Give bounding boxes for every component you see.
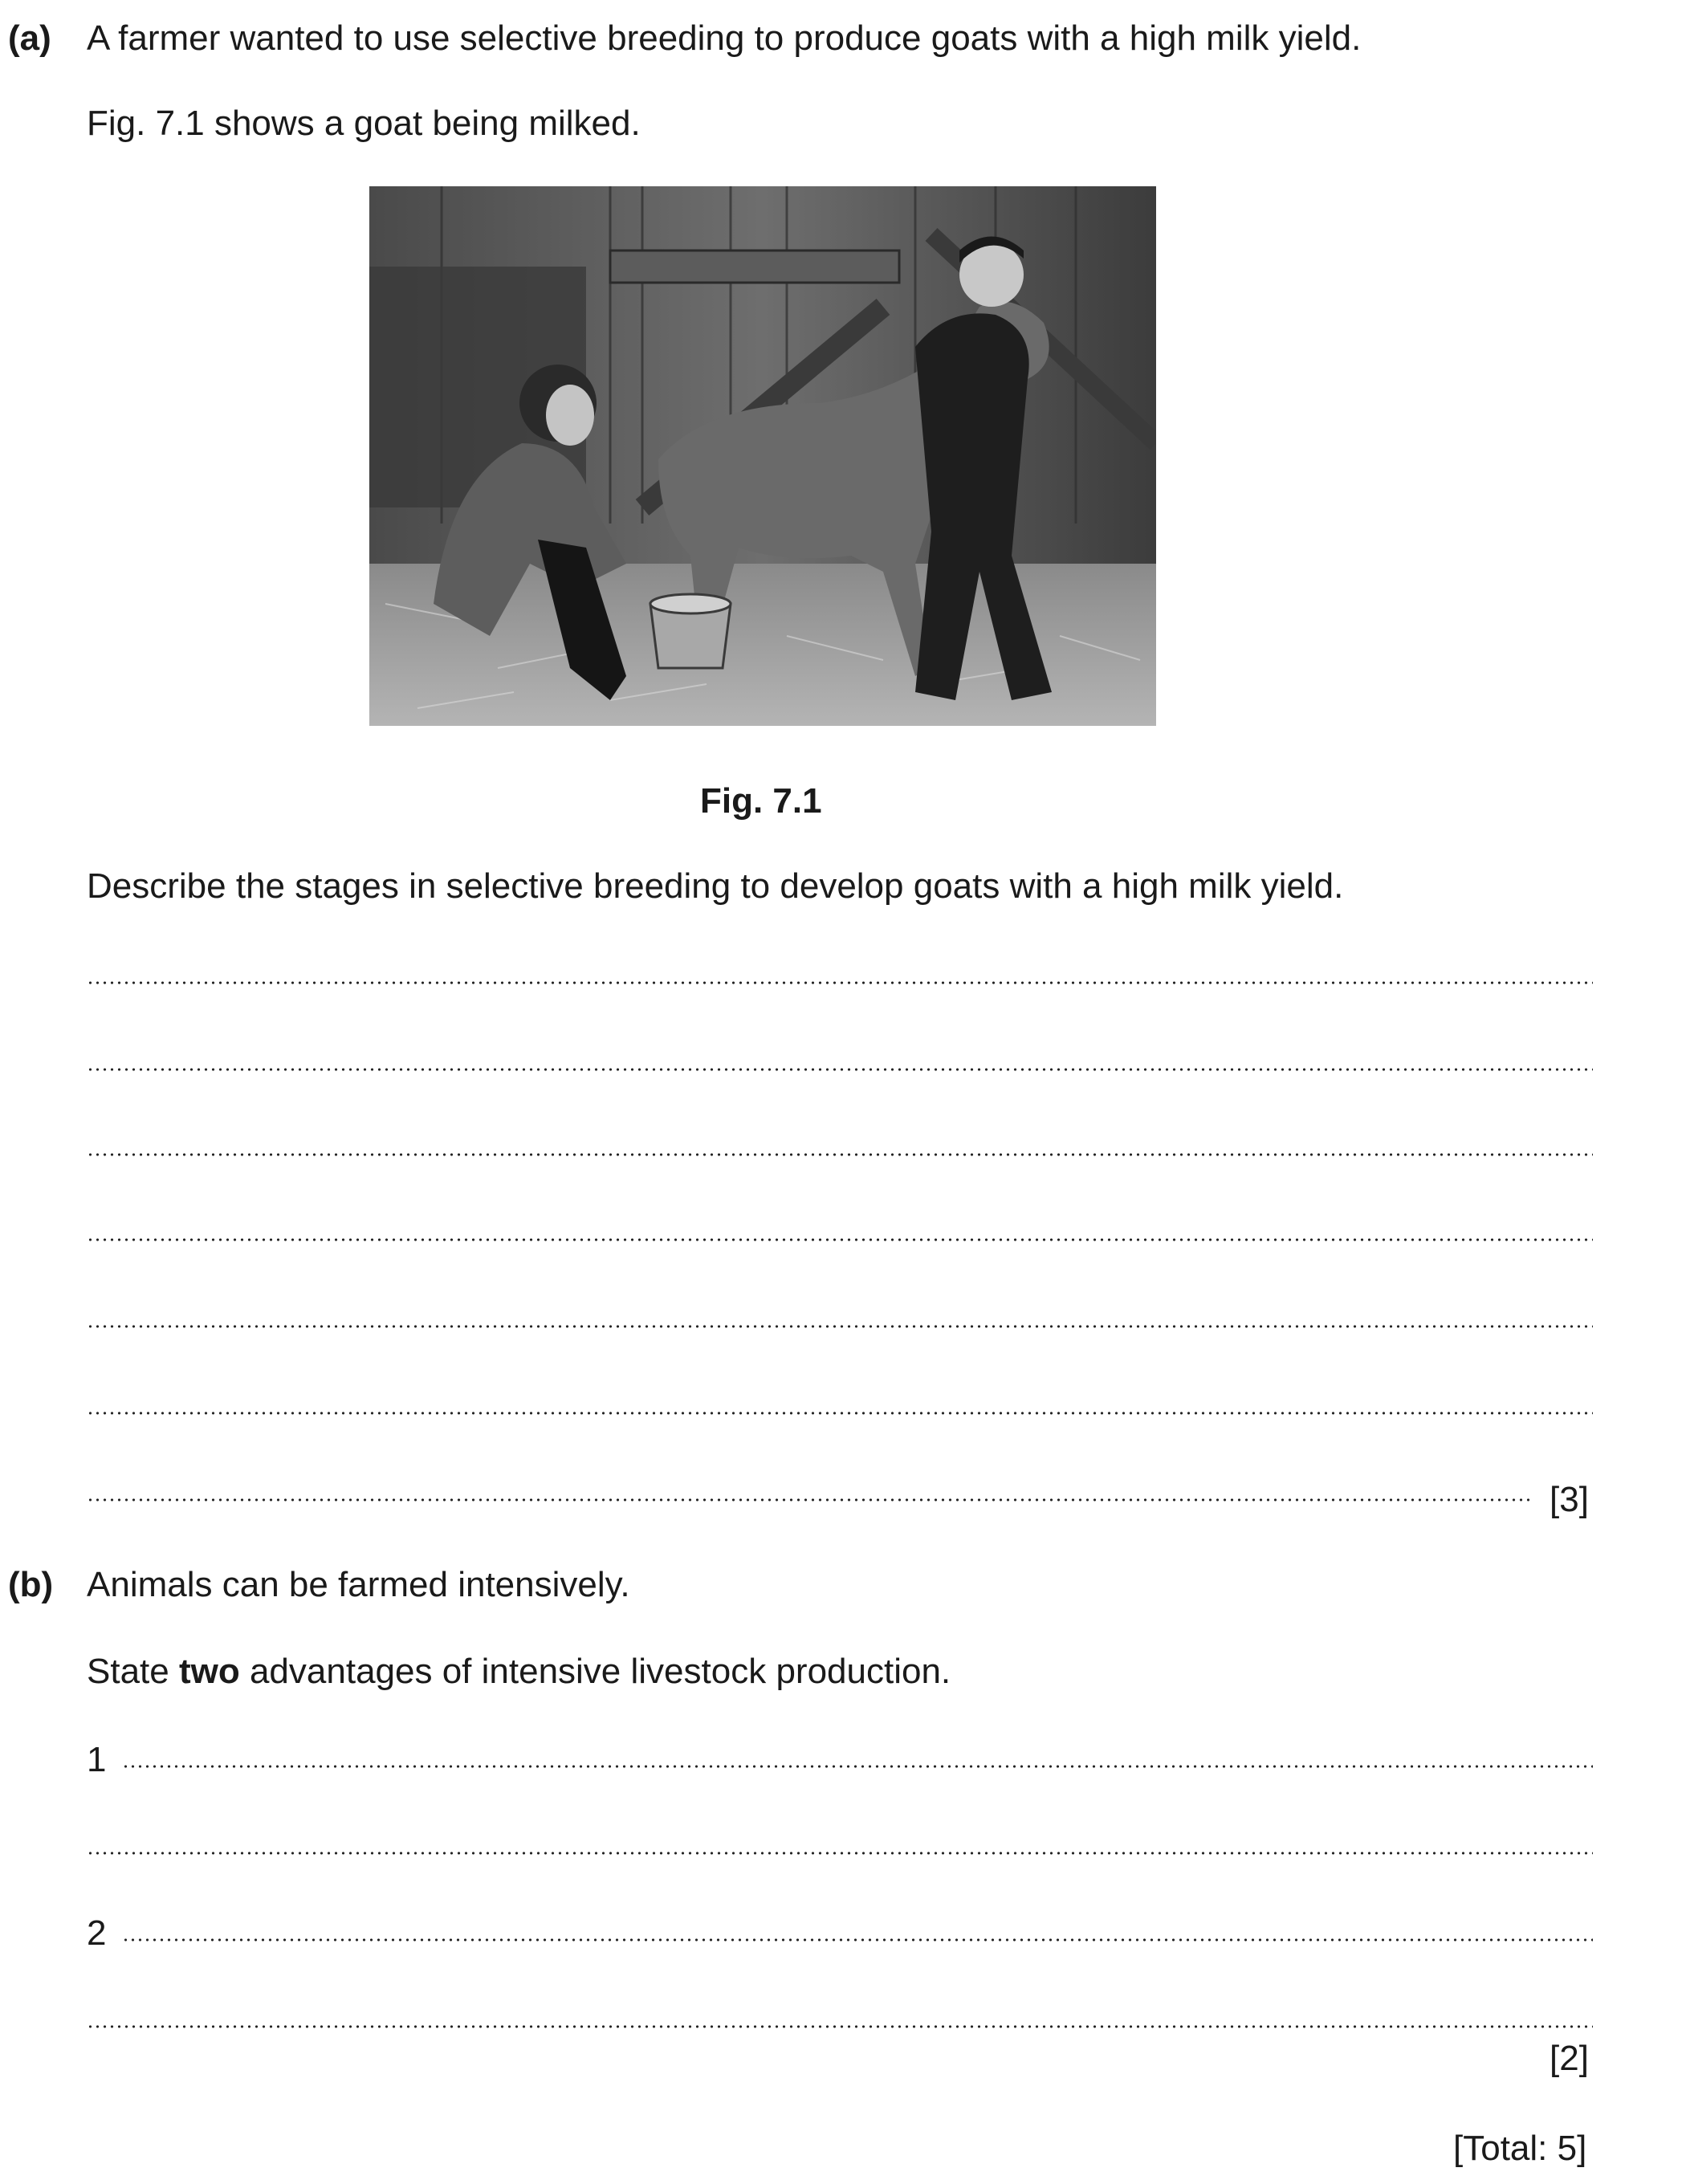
answer-line-a2[interactable] <box>87 1068 1593 1071</box>
part-a-intro: A farmer wanted to use selective breeding to produce goats with a high milk yield. <box>87 18 1362 58</box>
part-a-label: (a) <box>8 18 51 58</box>
total-marks: [Total: 5] <box>1453 2129 1587 2168</box>
part-a-marks: [3] <box>1550 1480 1589 1519</box>
answer-line-a4[interactable] <box>87 1238 1593 1241</box>
question-text-start: State <box>87 1652 179 1691</box>
answer-line-b2a[interactable] <box>122 1938 1593 1942</box>
answer-line-a3[interactable] <box>87 1153 1593 1156</box>
answer-line-b1b[interactable] <box>87 1852 1593 1855</box>
answer-line-a6[interactable] <box>87 1412 1593 1415</box>
question-text-end: advantages of intensive livestock production. <box>239 1652 951 1691</box>
answer-line-b2b[interactable] <box>87 2025 1593 2028</box>
question-emphasis: two <box>178 1652 240 1691</box>
barn-scene-image <box>369 186 1156 726</box>
answer-line-a7[interactable] <box>87 1498 1530 1502</box>
answer-number-1: 1 <box>87 1740 107 1779</box>
part-b-intro: Animals can be farmed intensively. <box>87 1565 630 1604</box>
goat-milking-photo <box>369 186 1156 726</box>
answer-line-a5[interactable] <box>87 1325 1593 1328</box>
part-a-question: Describe the stages in selective breeding to develop goats with a high milk yield. <box>87 866 1344 906</box>
part-b-label: (b) <box>8 1565 54 1604</box>
figure-caption: Fig. 7.1 <box>700 781 822 821</box>
part-b-marks: [2] <box>1550 2039 1589 2078</box>
answer-line-a1[interactable] <box>87 981 1593 984</box>
figure-reference-text: Fig. 7.1 shows a goat being milked. <box>87 104 641 143</box>
answer-line-b1a[interactable] <box>122 1765 1593 1768</box>
answer-number-2: 2 <box>87 1913 107 1953</box>
part-b-question <box>87 1651 951 1693</box>
